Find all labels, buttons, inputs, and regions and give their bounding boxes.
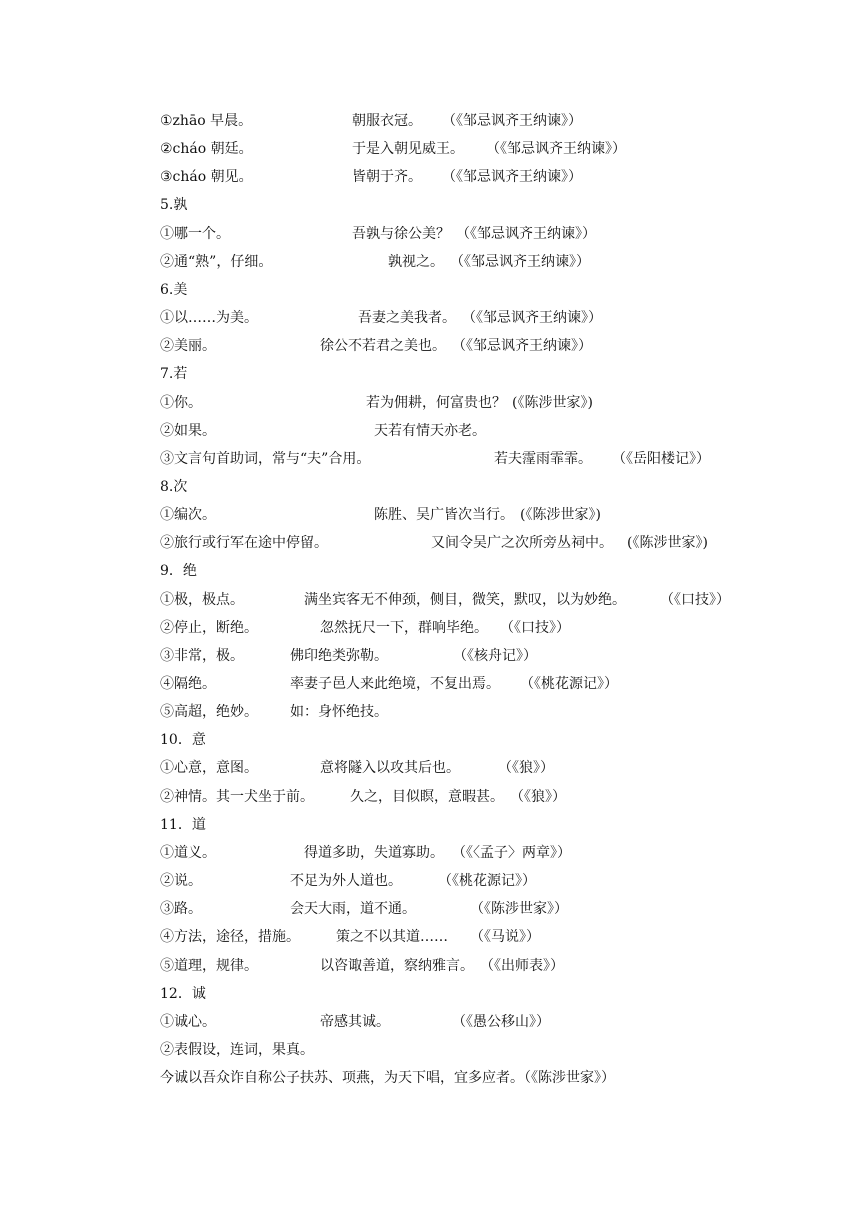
example-sentence: 忽然抚尺一下，群响毕绝。 (320, 619, 488, 636)
definition-row (0, 645, 860, 667)
heading-text: 8.次 (160, 478, 188, 495)
meaning-text: ⑤高超，绝妙。 (160, 704, 258, 721)
example-sentence: 徐公不若君之美也。 (320, 338, 446, 355)
section-heading (0, 983, 860, 1005)
definition-row (0, 166, 860, 188)
section-heading (0, 729, 860, 751)
definition-row (0, 757, 860, 779)
heading-text: 6.美 (160, 281, 188, 298)
example-sentence: 朝服衣冠。 (352, 113, 422, 129)
source-citation: （《桃花源记》） (520, 676, 618, 692)
section-heading (0, 363, 860, 385)
meaning-text: ②停止，断绝。 (160, 619, 258, 636)
meaning-text: ②说。 (160, 873, 202, 890)
meaning-text: ②美丽。 (160, 338, 216, 355)
meaning-text: ①心意，意图。 (160, 760, 258, 777)
section-heading (0, 560, 860, 582)
section-heading (0, 279, 860, 301)
meaning-text: ③cháo 朝见。 (160, 169, 253, 186)
example-sentence: 久之，目似瞑，意暇甚。 (350, 788, 504, 805)
source-citation: （《马说》） (470, 929, 540, 946)
example-sentence: 意将隧入以攻其后也。 (320, 760, 460, 777)
meaning-text: ①诚心。 (160, 1013, 216, 1030)
meaning-text: ④方法，途径，措施。 (160, 929, 300, 946)
definition-row (0, 420, 860, 442)
heading-text: ②表假设，连词，果真。 (160, 1041, 314, 1058)
example-sentence: 陈胜、吴广皆次当行。 (374, 507, 514, 524)
heading-text: 10．意 (160, 732, 206, 749)
source-citation: （《狼》） (510, 788, 566, 805)
heading-text: 5.孰 (160, 197, 188, 214)
heading-text: 9．绝 (160, 563, 197, 580)
source-citation: （《岳阳楼记》） (612, 450, 710, 467)
example-sentence: 策之不以其道…… (336, 929, 448, 946)
definition-row (0, 251, 860, 273)
definition-row (0, 1011, 860, 1033)
meaning-text: ①zhāo 早晨。 (160, 113, 253, 129)
definition-row (0, 842, 860, 864)
definition-row (0, 870, 860, 892)
source-citation: （《口技》） (500, 619, 570, 636)
section-heading (0, 1039, 860, 1061)
meaning-text: ①以……为美。 (160, 310, 258, 327)
section-heading (0, 1067, 860, 1089)
example-sentence: 满坐宾客无不伸颈，侧目，微笑，默叹，以为妙绝。 (304, 591, 626, 608)
definition-row (0, 448, 860, 470)
definition-row (0, 589, 860, 611)
definition-row (0, 335, 860, 357)
example-sentence: 会天大雨，道不通。 (290, 901, 416, 918)
example-sentence: 孰视之。 (388, 253, 444, 270)
definition-row (0, 504, 860, 526)
section-heading (0, 814, 860, 836)
example-sentence: 帝感其诚。 (320, 1013, 390, 1030)
example-sentence: 佛印绝类弥勒。 (290, 647, 388, 664)
meaning-text: ①道义。 (160, 844, 216, 861)
source-citation: （《〈孟子〉两章》） (452, 844, 571, 861)
example-sentence: 天若有情天亦老。 (374, 422, 486, 439)
example-sentence: 不足为外人道也。 (290, 873, 402, 890)
heading-text: 今诚以吾众诈自称公子扶苏、项燕，为天下唱，宜多应者。（《陈涉世家》） (160, 1070, 615, 1087)
definition-row (0, 110, 860, 132)
definition-row (0, 532, 860, 554)
heading-text: 12．诚 (160, 985, 206, 1002)
meaning-text: ①哪一个。 (160, 225, 230, 242)
source-citation: （《核舟记》） (453, 647, 537, 664)
meaning-text: ③路。 (160, 901, 202, 918)
source-citation: （《桃花源记》） (438, 873, 536, 890)
definition-row (0, 223, 860, 245)
definition-row (0, 701, 860, 723)
section-heading (0, 476, 860, 498)
example-sentence: 又间令吴广之次所旁丛祠中。 (431, 535, 613, 552)
meaning-text: ⑤道理，规律。 (160, 957, 258, 974)
example-sentence: 于是入朝见威王。 (352, 141, 464, 158)
example-sentence: 若为佣耕，何富贵也？ (366, 394, 506, 411)
definition-row (0, 955, 860, 977)
source-citation: （《邹忌讽齐王纳谏》） (452, 338, 592, 355)
meaning-text: ①极，极点。 (160, 591, 244, 608)
source-citation: (《陈涉世家》) (627, 535, 708, 552)
heading-text: 7.若 (160, 366, 188, 383)
source-citation: （《愚公移山》） (452, 1013, 550, 1030)
source-citation: （《陈涉世家》） (470, 901, 568, 918)
source-citation: （《邹忌讽齐王纳谏》） (486, 141, 626, 158)
example-sentence: 以咨诹善道，察纳雅言。 (320, 957, 474, 974)
example-sentence: 吾妻之美我者。 (358, 310, 456, 327)
source-citation: （《邹忌讽齐王纳谏》） (442, 169, 582, 186)
definition-row (0, 138, 860, 160)
heading-text: 11．道 (160, 816, 206, 833)
meaning-text: ②神情。其一犬坐于前。 (160, 788, 314, 805)
example-sentence: 率妻子邑人来此绝境，不复出焉。 (290, 676, 500, 692)
meaning-text: ①编次。 (160, 507, 216, 524)
definition-row (0, 392, 860, 414)
definition-row (0, 898, 860, 920)
example-sentence: 如：身怀绝技。 (290, 704, 388, 721)
definition-row (0, 926, 860, 948)
meaning-text: ④隔绝。 (160, 676, 216, 692)
source-citation: (《陈涉世家》) (512, 394, 593, 411)
source-citation: （《狼》） (498, 760, 554, 777)
example-sentence: 吾孰与徐公美？ (352, 225, 450, 242)
definition-row (0, 307, 860, 329)
example-sentence: 皆朝于齐。 (352, 169, 422, 186)
meaning-text: ②cháo 朝廷。 (160, 141, 253, 158)
example-sentence: 得道多助，失道寡助。 (304, 844, 444, 861)
definition-row (0, 673, 860, 695)
meaning-text: ②如果。 (160, 422, 216, 439)
source-citation: （《邹忌讽齐王纳谏》） (442, 113, 582, 129)
definition-row (0, 786, 860, 808)
source-citation: （《邹忌讽齐王纳谏》） (450, 253, 590, 270)
meaning-text: ③文言句首助词，常与“夫”合用。 (160, 450, 371, 467)
meaning-text: ②旅行或行军在途中停留。 (160, 535, 328, 552)
source-citation: （《口技》） (660, 591, 730, 608)
source-citation: (《陈涉世家》) (520, 507, 601, 524)
source-citation: （《出师表》） (480, 957, 564, 974)
meaning-text: ③非常，极。 (160, 647, 244, 664)
meaning-text: ①你。 (160, 394, 202, 411)
source-citation: （《邹忌讽齐王纳谏》） (462, 310, 602, 327)
definition-row (0, 617, 860, 639)
section-heading (0, 194, 860, 216)
meaning-text: ②通“熟”，仔细。 (160, 253, 273, 270)
example-sentence: 若夫霪雨霏霏。 (494, 450, 592, 467)
source-citation: （《邹忌讽齐王纳谏》） (456, 225, 596, 242)
